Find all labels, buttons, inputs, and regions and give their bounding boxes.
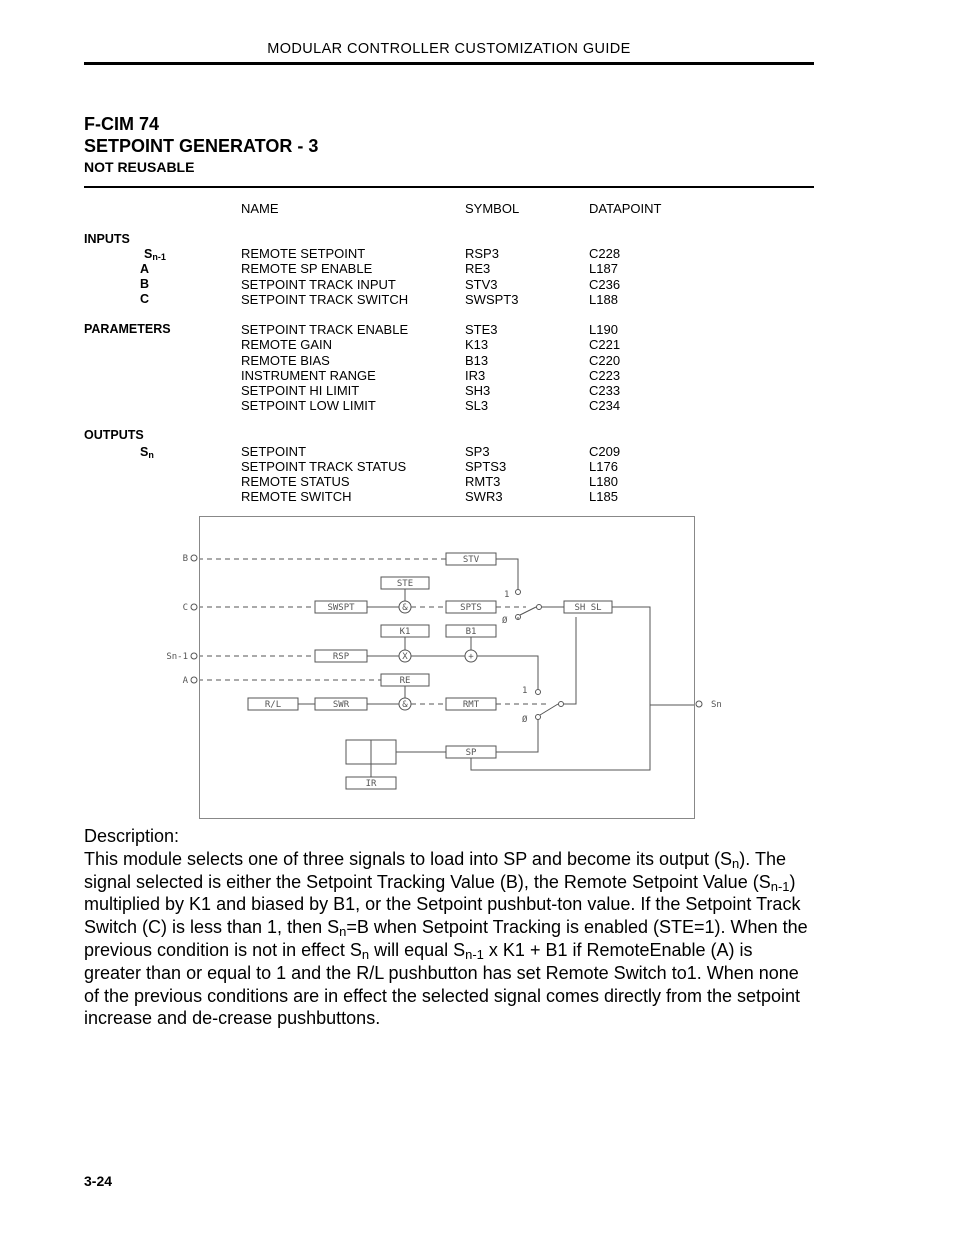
row-symbol: $S_{n-1}$ xyxy=(144,247,166,262)
column-header-datapoint: DATAPOINT xyxy=(589,201,662,216)
output-label-sn: Sn xyxy=(711,700,722,710)
row-mnemonic: STV3 xyxy=(465,277,498,292)
block-spts-label: SPTS xyxy=(460,603,482,613)
input-terminals xyxy=(150,540,202,700)
block-swspt-label: SWSPT xyxy=(327,603,355,613)
section-outputs: OUTPUTS xyxy=(84,428,144,442)
row-datapoint: L187 xyxy=(589,261,618,276)
row-name: REMOTE SP ENABLE xyxy=(241,261,373,276)
row-mnemonic: K13 xyxy=(465,337,489,352)
block-swr-label: SWR xyxy=(332,700,350,710)
row-datapoint: L176 xyxy=(589,459,618,474)
row-datapoint: C221 xyxy=(589,337,621,352)
description-body: This module selects one of three signals to load into SP and become its output $(S_n)$. The signal selected is either the Setpoint Tracking Value (B), the Remote Setpoint Value $(S_{n-1})$ multiplied by K1 and biased by B1, or the Setpoint pushbut-ton value. If the Setpoint Track Switch (C) is less than 1, then $S_n=B$ when Setpoint Tracking is enabled (STE=1). When the previous condition is not in effect $S_n$ will equal $S_{n-1}$ x K1 + B1 if RemoteEnable (A) is greater than or equal to 1 and the R/L pushbutton has set Remote Switch to1. When none of the previous conditions are in effect the selected signal comes directly from the setpoint increase and de-crease pushbuttons. xyxy=(84,848,808,1029)
running-header: MODULAR CONTROLLER CUSTOMIZATION GUIDE xyxy=(267,41,631,57)
multiply-block-label: X xyxy=(402,652,408,662)
switch-2-one-label: 1 xyxy=(522,686,528,696)
title-rule xyxy=(84,186,814,188)
row-mnemonic: RE3 xyxy=(465,261,491,276)
block-stv-label: STV xyxy=(462,555,480,565)
sum-block-label: + xyxy=(468,652,474,662)
row-name: REMOTE SETPOINT xyxy=(241,246,366,261)
row-mnemonic: SPTS3 xyxy=(465,459,507,474)
output-terminal xyxy=(693,695,733,715)
row-mnemonic: B13 xyxy=(465,353,489,368)
description-heading: Description: xyxy=(84,826,180,846)
row-datapoint: C234 xyxy=(589,398,621,413)
input-label-sn1: Sn-1 xyxy=(166,652,188,662)
row-symbol: $S_n$ xyxy=(140,445,154,460)
input-label-b-outer: B xyxy=(182,554,188,564)
row-datapoint: L185 xyxy=(589,489,618,504)
row-mnemonic: SL3 xyxy=(465,398,489,413)
header-rule xyxy=(84,62,814,65)
row-mnemonic: SP3 xyxy=(465,444,490,459)
row-datapoint: C223 xyxy=(589,368,621,383)
block-rsp-label: RSP xyxy=(332,652,350,662)
row-name: SETPOINT HI LIMIT xyxy=(241,383,360,398)
input-label-a: A xyxy=(182,676,188,686)
row-mnemonic: STE3 xyxy=(465,322,498,337)
block-ir-label: IR xyxy=(365,779,377,789)
row-mnemonic: RSP3 xyxy=(465,246,499,261)
row-mnemonic: SWR3 xyxy=(465,489,503,504)
column-header-name: NAME xyxy=(241,201,279,216)
switch-1-zero-label: Ø xyxy=(502,616,508,626)
row-datapoint: L188 xyxy=(589,292,618,307)
row-name: SETPOINT xyxy=(241,444,307,459)
row-name: SETPOINT TRACK SWITCH xyxy=(241,292,409,307)
row-name: REMOTE BIAS xyxy=(241,353,330,368)
and-gate-1-label: & xyxy=(402,603,408,613)
row-name: SETPOINT TRACK STATUS xyxy=(241,459,407,474)
row-mnemonic: SH3 xyxy=(465,383,491,398)
row-symbol: A xyxy=(140,262,150,276)
row-datapoint: C209 xyxy=(589,444,621,459)
module-id: F-CIM 74 xyxy=(84,114,160,134)
block-b1-label: B1 xyxy=(465,627,477,637)
section-inputs: INPUTS xyxy=(84,232,130,246)
row-datapoint: C220 xyxy=(589,353,621,368)
row-mnemonic: RMT3 xyxy=(465,474,501,489)
row-symbol: C xyxy=(140,292,150,306)
row-name: REMOTE GAIN xyxy=(241,337,333,352)
row-datapoint: L180 xyxy=(589,474,618,489)
row-name: REMOTE SWITCH xyxy=(241,489,352,504)
switch-1-one-label: 1 xyxy=(504,590,510,600)
input-label-c: C xyxy=(182,603,188,613)
and-gate-2-label: & xyxy=(402,700,408,710)
row-datapoint: C233 xyxy=(589,383,621,398)
block-k1-label: K1 xyxy=(399,627,411,637)
row-symbol: B xyxy=(140,277,150,291)
section-parameters: PARAMETERS xyxy=(84,322,171,336)
row-name: SETPOINT LOW LIMIT xyxy=(241,398,376,413)
switch-2-zero-label: Ø xyxy=(522,715,528,725)
row-name: SETPOINT TRACK ENABLE xyxy=(241,322,409,337)
row-name: INSTRUMENT RANGE xyxy=(241,368,376,383)
function-block-diagram xyxy=(199,516,695,819)
row-datapoint: C228 xyxy=(589,246,621,261)
column-header-symbol: SYMBOL xyxy=(465,201,520,216)
row-mnemonic: SWSPT3 xyxy=(465,292,519,307)
row-mnemonic: IR3 xyxy=(465,368,486,383)
row-name: REMOTE STATUS xyxy=(241,474,350,489)
block-sh-sl-label: SH SL xyxy=(574,603,602,613)
block-re-label: RE xyxy=(399,676,411,686)
reusability-note: NOT REUSABLE xyxy=(84,159,195,175)
module-title: SETPOINT GENERATOR - 3 xyxy=(84,136,319,156)
description xyxy=(84,825,814,1030)
block-rmt-label: RMT xyxy=(462,700,480,710)
row-datapoint: C236 xyxy=(589,277,621,292)
block-sp-label: SP xyxy=(465,748,477,758)
block-rl-label: R/L xyxy=(264,700,282,710)
block-ste-label: STE xyxy=(396,579,414,589)
page-number: 3-24 xyxy=(84,1173,113,1189)
row-datapoint: L190 xyxy=(589,322,618,337)
row-name: SETPOINT TRACK INPUT xyxy=(241,277,396,292)
